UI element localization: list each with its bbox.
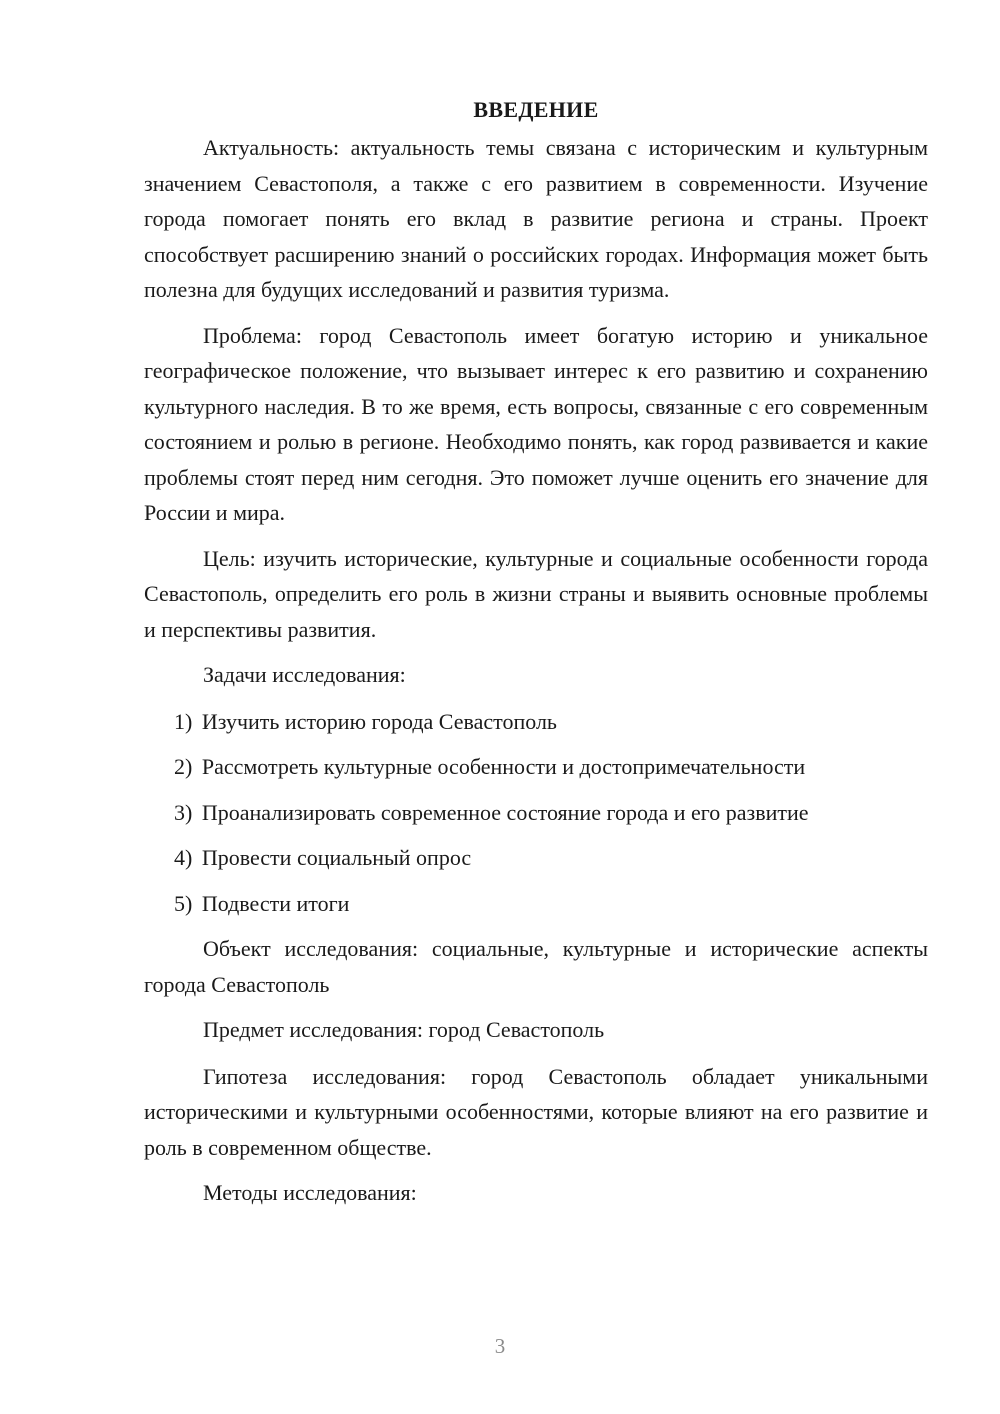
task-item — [144, 704, 928, 740]
task-number: 1) — [174, 708, 193, 734]
page-number: 3 — [494, 1334, 506, 1358]
task-text: Подвести итоги — [201, 890, 350, 916]
task-number: 5) — [174, 890, 193, 916]
relevance-paragraph: Актуальность: актуальность темы связана с историческим и культурным значением Севастополя, а также с его развитием в современности. Изучение города помогает понять его вклад в развитие региона и страны. Проект способствует расширению знаний о российских городах. Информация может быть полезна для будущих исследований и развития туризма. — [144, 135, 928, 302]
tasks-heading: Задачи исследования: — [203, 662, 406, 687]
subject-paragraph: Предмет исследования: город Севастополь — [203, 1017, 605, 1042]
task-item — [144, 886, 928, 922]
task-text: Провести социальный опрос — [201, 845, 472, 870]
task-item — [144, 840, 928, 876]
hypothesis-paragraph: Гипотеза исследования: город Севастополь обладает уникальными историческими и культурными особенностями, которые влияют на его развитие и роль в современном обществе. — [144, 1063, 928, 1160]
goal-paragraph: Цель: изучить исторические, культурные и социальные особенности города Севастополь, определить его роль в жизни страны и выявить основные проблемы и перспективы развития. — [144, 545, 928, 642]
task-item — [144, 795, 928, 831]
task-text: Проанализировать современное состояние города и его развитие — [201, 799, 809, 825]
task-text: Изучить историю города Севастополь — [201, 708, 557, 734]
problem-paragraph: Проблема: город Севастополь имеет богатую историю и уникальное географическое положение, что вызывает интерес к его развитию и сохранению культурного наследия. В то же время, есть вопросы, связанные с его современным состоянием и ролью в регионе. Необходимо понять, как город развивается и какие проблемы стоят перед ним сегодня. Это поможет лучше оценить его значение для России и мира. — [144, 322, 928, 525]
object-paragraph: Объект исследования: социальные, культурные и исторические аспекты города Севастополь — [144, 936, 928, 997]
page-title: ВВЕДЕНИЕ — [473, 97, 599, 122]
task-number: 2) — [174, 754, 193, 779]
task-text: Рассмотреть культурные особенности и достопримечательности — [201, 754, 806, 779]
task-number: 4) — [174, 845, 193, 870]
methods-heading: Методы исследования: — [203, 1180, 417, 1205]
document-page — [144, 96, 928, 1222]
task-number: 3) — [174, 799, 193, 825]
task-item — [144, 749, 928, 785]
